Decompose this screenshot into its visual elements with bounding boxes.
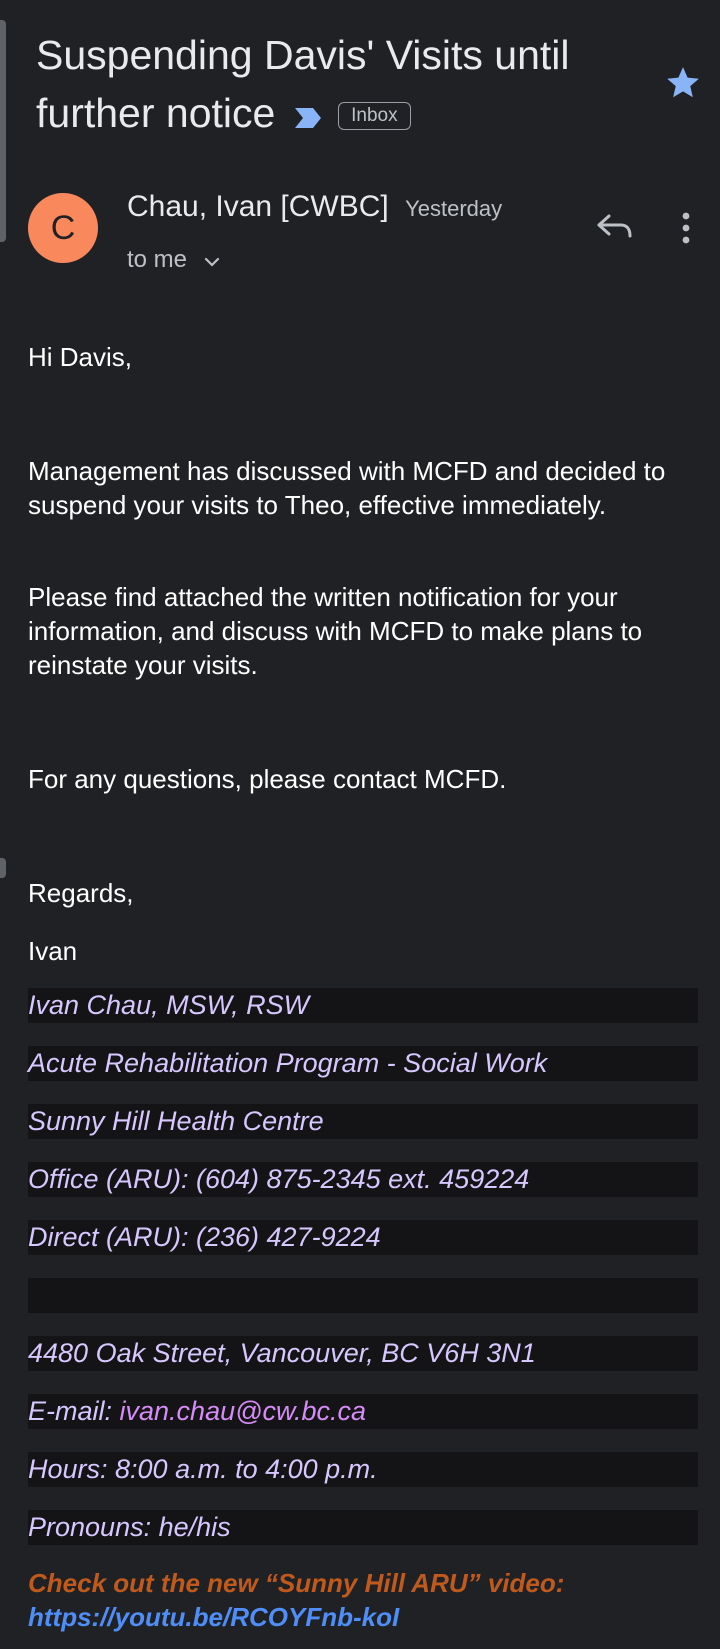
body-paragraph-1: Management has discussed with MCFD and decided to suspend your visits to Theo, effective immediately.: [28, 456, 666, 520]
signature-program: Acute Rehabilitation Program - Social Work: [28, 1046, 698, 1081]
signature-pronouns: Pronouns: he/his: [28, 1510, 698, 1545]
more-vert-icon[interactable]: [676, 210, 696, 246]
signature-name: Ivan Chau, MSW, RSW: [28, 988, 698, 1023]
signature-office-phone: Office (ARU): (604) 875-2345 ext. 459224: [28, 1162, 698, 1197]
body-paragraph-2: Please find attached the written notification for your information, and discuss with MCFD to make plans to reinstate your visits.: [28, 582, 643, 680]
email-label: E-mail:: [28, 1396, 120, 1426]
signature-hours: Hours: 8:00 a.m. to 4:00 p.m.: [28, 1452, 698, 1487]
sender-avatar[interactable]: [28, 193, 98, 263]
subject-line-1: Suspending Davis' Visits until: [36, 32, 570, 78]
signature-address: 4480 Oak Street, Vancouver, BC V6H 3N1: [28, 1336, 698, 1371]
importance-marker-icon[interactable]: [293, 87, 323, 145]
scroll-edge-indicator-lower: [0, 858, 6, 878]
email-subject: [36, 26, 636, 145]
chevron-down-icon: [204, 247, 220, 275]
promo-video-link[interactable]: https://youtu.be/RCOYFnb-koI: [28, 1602, 400, 1632]
star-icon[interactable]: [664, 64, 702, 102]
closing: Regards,: [28, 878, 134, 908]
recipient-label: to me: [127, 246, 188, 273]
signature-email-line: [28, 1394, 698, 1429]
body-paragraph-3: For any questions, please contact MCFD.: [28, 764, 507, 794]
sender-short-name: Ivan: [28, 936, 78, 966]
promo-text: Check out the new “Sunny Hill ARU” video:: [28, 1568, 565, 1598]
signature-organization: Sunny Hill Health Centre: [28, 1104, 698, 1139]
sender-name: Chau, Ivan [CWBC]: [127, 190, 389, 223]
email-link[interactable]: ivan.chau@cw.bc.ca: [119, 1396, 367, 1426]
inbox-label-chip[interactable]: Inbox: [338, 102, 410, 130]
scroll-edge-indicator: [0, 20, 6, 242]
signature-direct-phone: Direct (ARU): (236) 427-9224: [28, 1220, 698, 1255]
message-time: Yesterday: [405, 196, 503, 221]
reply-icon[interactable]: [595, 210, 635, 242]
greeting: Hi Davis,: [28, 342, 133, 372]
recipient-details-toggle[interactable]: [127, 246, 220, 275]
sender-header: [127, 190, 502, 224]
subject-line-2: further notice: [36, 90, 276, 136]
avatar-initial: C: [50, 208, 76, 247]
signature-blank-line: [28, 1278, 698, 1313]
